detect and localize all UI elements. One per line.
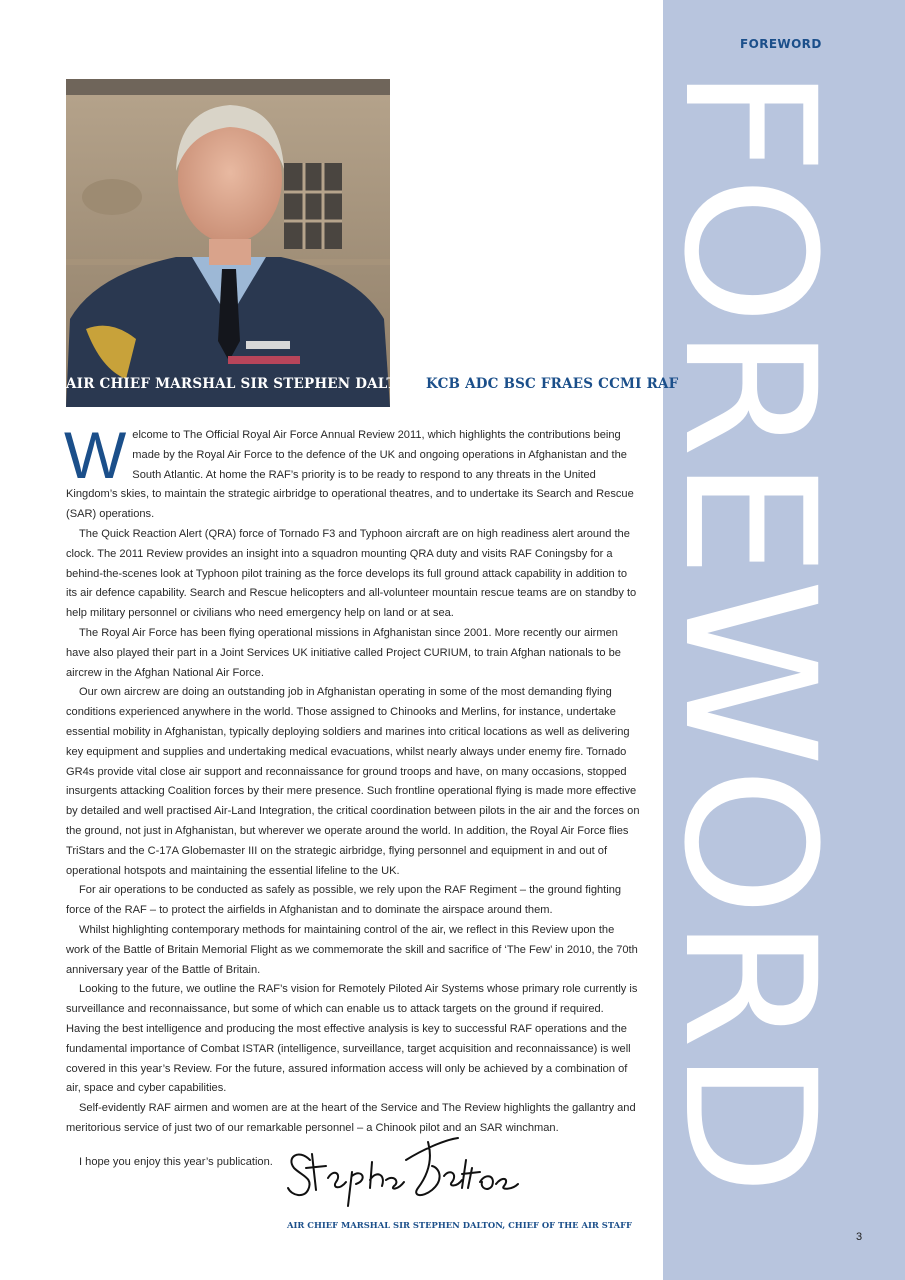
paragraph-4: Our own aircrew are doing an outstanding job in Afghanistan operating in some of the most demanding flying conditions experienced anywhere in the world. Those assigned to Chinooks and Merlins, for instance, undertake essential mobility in Afghanistan, typically deploying soldiers and marines into critical locations as well as delivering key equipment and supplies and undertaking medical evacuations, whilst nearly always under enemy fire. Tornado GR4s provide vital close air support and reconnaissance for ground troops and have, on many occasions, stopped insurgents attacking Coalition forces by their mere presence. Such frontline operational flying is made more effective by detailed and well practised Air-Land Integration, the critical coordination between pilots in the air and the forces on the ground, not just in Afghanistan, but wherever we operate around the world. In addition, the Royal Air Force flies TriStars and the C-17A Globemaster III on the strategic airbridge, flying personnel and equipment in and out of operational hotspots and maintaining the essential lifeline to the UK. (66, 686, 640, 877)
section-tag: FOREWORD (740, 37, 822, 51)
caption-honours: KCB ADC BSC FRAES CCMI RAF (426, 376, 679, 392)
signatory-title: AIR CHIEF MARSHAL SIR STEPHEN DALTON, CHIEF OF THE AIR STAFF (287, 1220, 632, 1230)
paragraph-1 (64, 418, 640, 525)
big-vertical-title (644, 66, 853, 1206)
signature (282, 1132, 532, 1212)
closing-line: I hope you enjoy this year’s publication. (79, 1156, 273, 1168)
portrait-photo (66, 79, 390, 407)
big-vertical-title-text: FOREWORD (644, 66, 853, 1134)
paragraph-8: Self-evidently RAF airmen and women are at the heart of the Service and The Review highlights the gallantry and meritorious service of just two of our remarkable personnel – a Chinook pilot and an SAR winchman. (66, 1102, 636, 1134)
foreword-body (64, 418, 640, 1139)
page-number: 3 (856, 1231, 863, 1243)
paragraph-1-text: elcome to The Official Royal Air Force Annual Review 2011, which highlights the contributions being made by the Royal Air Force to the defence of the UK and ongoing operations in Afghanistan and the South Atlantic. At home the RAF’s priority is to be ready to respond to any threats in the United Kingdom’s skies, to maintain the strategic airbridge to operational theatres, and to undertake its Search and Rescue (SAR) operations. (66, 429, 634, 521)
handwritten-signature-icon (282, 1132, 532, 1212)
portrait-photo-icon (66, 79, 390, 407)
paragraph-5: For air operations to be conducted as safely as possible, we rely upon the RAF Regiment – the ground fighting force of the RAF – to protect the airfields in Afghanistan and to dominate the airspace around them. (66, 884, 622, 917)
photo-caption (66, 376, 678, 392)
caption-name: AIR CHIEF MARSHAL SIR STEPHEN DALTON (66, 376, 422, 392)
paragraph-7: Looking to the future, we outline the RAF’s vision for Remotely Piloted Air Systems whose primary role currently is surveillance and reconnaissance, but some of which can enable us to attack targets on the ground if required. Having the best intelligence and producing the most effective analysis is key to successful RAF operations and the fundamental importance of Combat ISTAR (intelligence, surveillance, target acquisition and reconnaissance) is well covered in this year’s Review. For the future, assured information access will only be achieved by a combination of air, space and cyber capabilities. (66, 983, 638, 1095)
paragraph-2: The Quick Reaction Alert (QRA) force of Tornado F3 and Typhoon aircraft are on high readiness alert around the clock. The 2011 Review provides an insight into a squadron mounting QRA duty and visits RAF Coningsby for a behind-the-scenes look at Typhoon pilot training as the force develops its full ground attack capability in addition to its air defence capability. Search and Rescue helicopters and all-volunteer mountain rescue teams are on standby to help military personnel or civilians who need emergency help on land or at sea. (66, 527, 637, 620)
paragraph-3: The Royal Air Force has been flying operational missions in Afghanistan since 2001. More recently our airmen have also played their part in a Joint Services UK initiative called Project CURIUM, to train Afghan nationals to be aircrew in the Afghan National Air Force. (66, 626, 621, 679)
paragraph-6: Whilst highlighting contemporary methods for maintaining control of the air, we reflect in this Review upon the work of the Battle of Britain Memorial Flight as we commemorate the skill and sacrifice of ‘The Few’ in 2010, the 70th anniversary year of the Battle of Britain. (66, 923, 638, 976)
drop-cap: W (64, 418, 127, 492)
